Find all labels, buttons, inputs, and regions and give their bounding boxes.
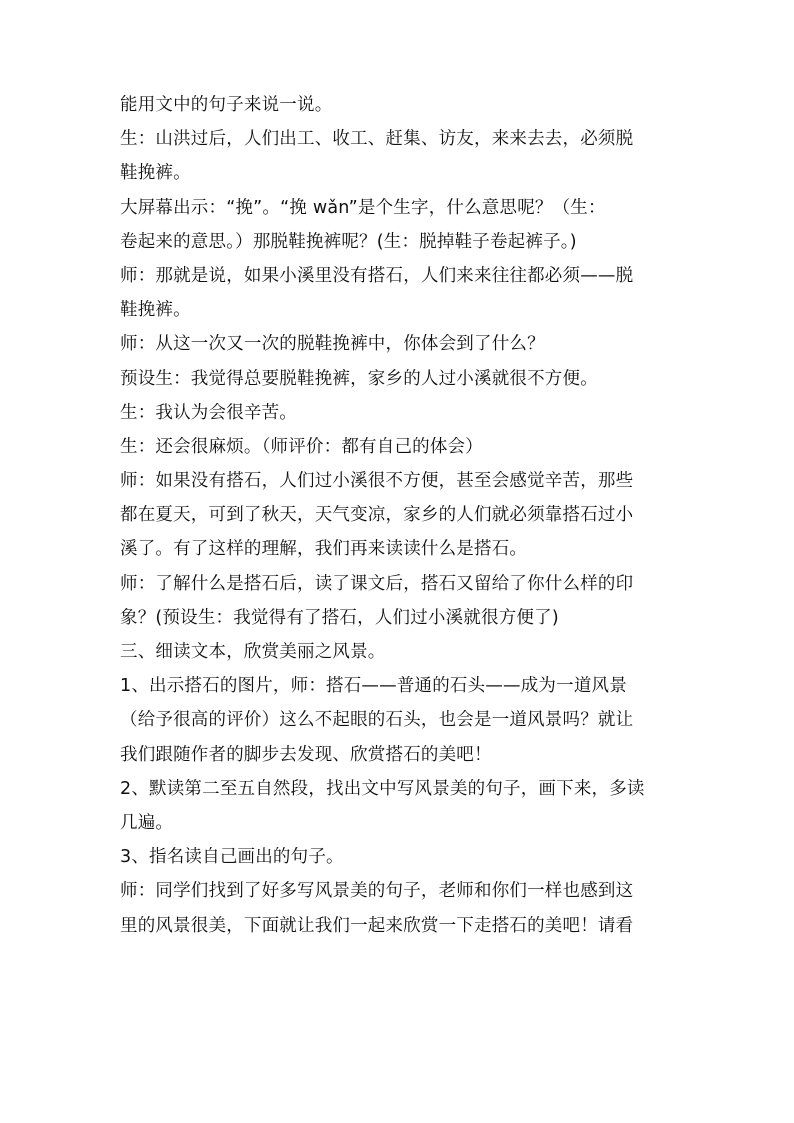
text-line: 师：那就是说，如果小溪里没有搭石，人们来来往往都必须——脱 <box>120 265 634 286</box>
text-line: 师：从这一次又一次的脱鞋挽裤中，你体会到了什么？ <box>120 334 545 355</box>
section-heading: 三、细读文本，欣赏美丽之风景。 <box>120 642 386 662</box>
text-line: 象？(预设生：我觉得有了搭石，人们过小溪就很方便了) <box>120 607 559 628</box>
text-line: 溪了。有了这样的理解，我们再来读读什么是搭石。 <box>120 539 528 560</box>
text-line: 2、默读第二至五自然段，找出文中写风景美的句子，画下来，多读 <box>120 778 645 799</box>
text-line: 生：山洪过后，人们出工、收工、赶集、访友，来来去去，必须脱 <box>120 129 634 150</box>
text-line: 生：我认为会很辛苦。 <box>120 402 297 423</box>
text-line: （给予很高的评价）这么不起眼的石头，也会是一道风景吗？就让 <box>120 710 634 731</box>
text-line: 师：同学们找到了好多写风景美的句子，老师和你们一样也感到这 <box>120 881 634 902</box>
text-line: 里的风景很美，下面就让我们一起来欣赏一下走搭石的美吧！请看 <box>120 915 634 936</box>
text-line: 鞋挽裤。 <box>120 300 191 321</box>
text-line: 几遍。 <box>120 812 174 833</box>
text-line: 能用文中的句子来说一说。 <box>120 95 333 115</box>
text-line: 预设生：我觉得总要脱鞋挽裤，家乡的人过小溪就很不方便。 <box>120 368 598 389</box>
text-line: 大屏幕出示：“挽”。“挽 wǎn”是个生字，什么意思呢？（生： <box>120 197 606 218</box>
document-body <box>120 88 680 943</box>
text-line: 我们跟随作者的脚步去发现、欣赏搭石的美吧！ <box>120 744 492 765</box>
text-line: 都在夏天，可到了秋天，天气变凉，家乡的人们就必须靠搭石过小 <box>120 505 634 526</box>
text-line: 3、指名读自己画出的句子。 <box>120 847 344 868</box>
text-line: 鞋挽裤。 <box>120 163 191 184</box>
text-line: 师：如果没有搭石，人们过小溪很不方便，甚至会感觉辛苦，那些 <box>120 471 634 492</box>
text-line: 生：还会很麻烦。（师评价：都有自己的体会） <box>120 436 483 457</box>
text-line: 1、出示搭石的图片，师：搭石——普通的石头——成为一道风景 <box>120 676 627 697</box>
text-line: 卷起来的意思。）那脱鞋挽裤呢？(生：脱掉鞋子卷起裤子。) <box>120 231 577 252</box>
text-line: 师：了解什么是搭石后，读了课文后，搭石又留给了你什么样的印 <box>120 573 634 594</box>
